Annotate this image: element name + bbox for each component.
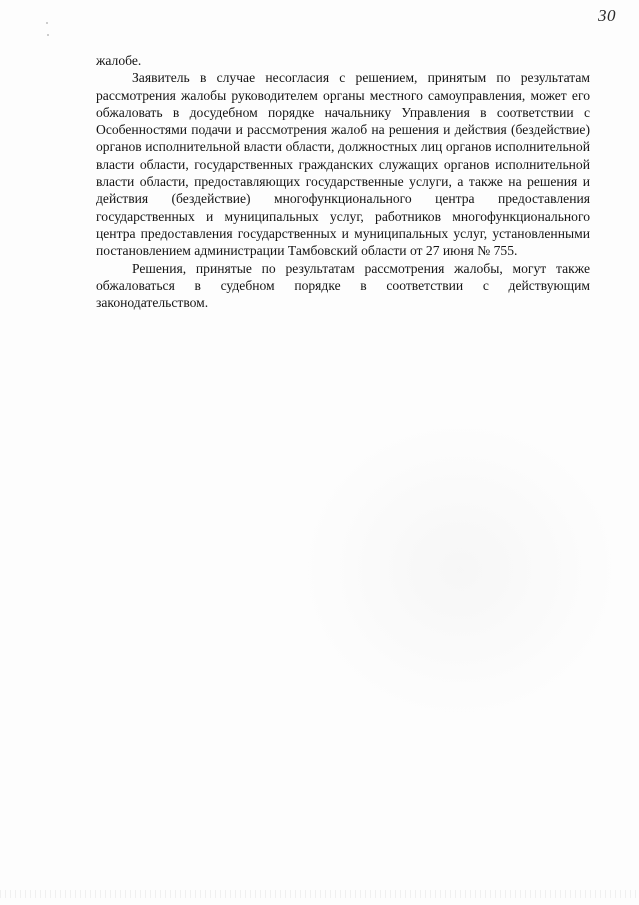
paragraph-judicial-appeal: Решения, принятые по результатам рассмотрения жалобы, могут также обжаловаться в судебном порядке в соответствии с действующим законодательством. (96, 260, 590, 311)
page-number: 30 (598, 6, 616, 25)
paragraph-appeal-procedure: Заявитель в случае несогласия с решением, принятым по результатам рассмотрения жалобы руководителем органы местного самоуправления, может его обжаловать в досудебном порядке начальнику Управления в соответствии с Особенностями подачи и рассмотрения жалоб на решения и действия (бездействие) органов исполнительной власти области, должностных лиц органов исполнительной власти области, государственных гражданских служащих органов исполнительной власти области, предоставляющих государственные услуги, а также на решения и действия (бездействие) многофункционального центра предоставления государственных и муниципальных услуг, работников многофункционального центра предоставления государственных и муниципальных услуг, установленными постановлением администрации Тамбовский области от 27 июня № 755. (96, 70, 590, 259)
body-text (96, 52, 590, 311)
scan-speck (46, 22, 48, 24)
paragraph-continuation: жалобе. (96, 53, 142, 68)
scan-edge-noise (0, 890, 639, 898)
scan-shading (300, 420, 620, 720)
scan-speck (47, 34, 49, 36)
